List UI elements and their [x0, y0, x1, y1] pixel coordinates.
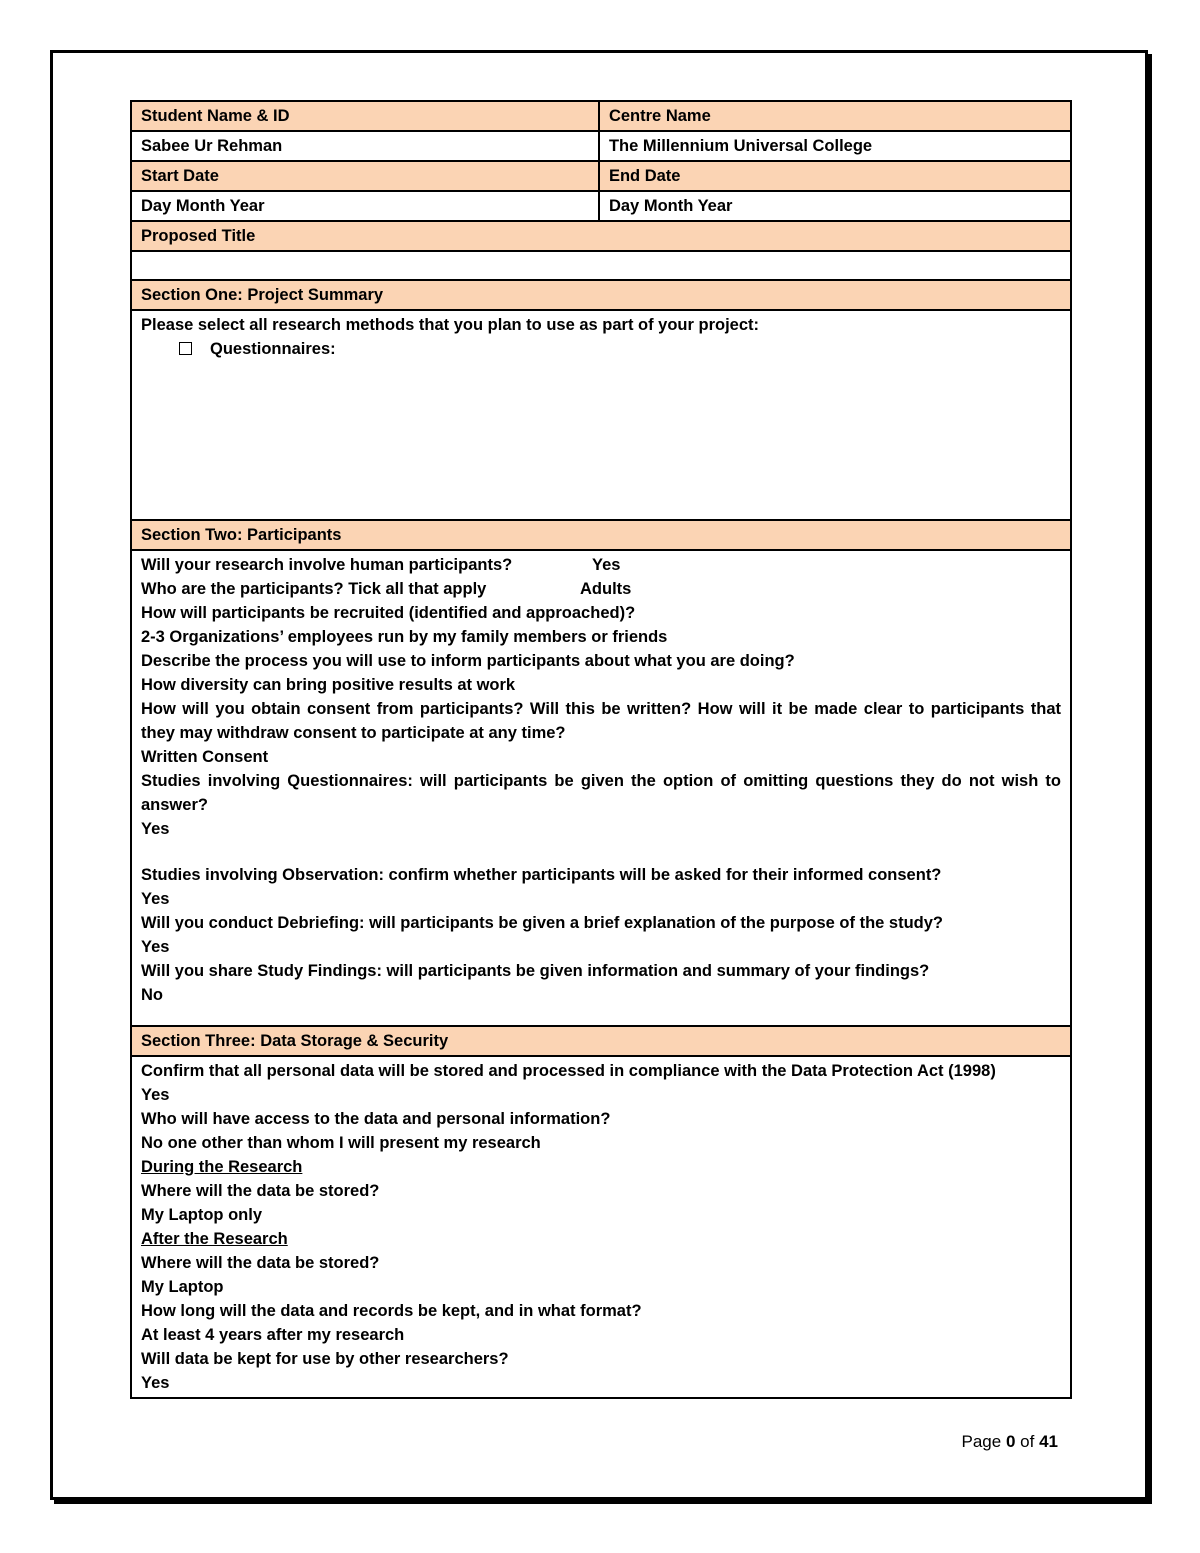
participants-q1 — [141, 553, 1061, 577]
spacer — [141, 841, 1061, 863]
section-one-heading: Section One: Project Summary — [131, 280, 1071, 310]
participants-q4: Describe the process you will use to inform participants about what you are doing? — [141, 652, 795, 670]
storage-a3: My Laptop only — [141, 1206, 262, 1224]
proposed-title-label: Proposed Title — [131, 221, 1071, 251]
participants-q3: How will participants be recruited (identified and approached)? — [141, 604, 636, 622]
research-methods-question: Please select all research methods that you plan to use as part of your project: — [141, 316, 760, 334]
start-date-label: Start Date — [131, 161, 599, 191]
section-three-body — [131, 1056, 1071, 1398]
centre-name-label: Centre Name — [599, 101, 1071, 131]
participants-q6: Studies involving Questionnaires: will participants be given the option of omitting questions they do not wish to answer? — [141, 772, 1061, 814]
page-number — [962, 1432, 1058, 1452]
storage-a5: At least 4 years after my research — [141, 1326, 405, 1344]
participants-a3: 2-3 Organizations’ employees run by my family members or friends — [141, 628, 668, 646]
section-two-body — [131, 550, 1071, 1026]
participants-a5: Written Consent — [141, 748, 269, 766]
participants-q8: Will you conduct Debriefing: will participants be given a brief explanation of the purpose of the study? — [141, 914, 944, 932]
storage-a6: Yes — [141, 1374, 170, 1392]
participants-q5: How will you obtain consent from participants? Will this be written? How will it be made clear to participants that they may withdraw consent to participate at any time? — [141, 700, 1061, 742]
storage-a1: Yes — [141, 1086, 170, 1104]
participants-q2 — [141, 577, 1061, 601]
storage-q2: Who will have access to the data and personal information? — [141, 1110, 611, 1128]
centre-name-value: The Millennium Universal College — [599, 131, 1071, 161]
participants-q1-text: Will your research involve human participants? — [141, 556, 513, 574]
student-name-value: Sabee Ur Rehman — [131, 131, 599, 161]
section-two-heading: Section Two: Participants — [131, 520, 1071, 550]
participants-q2-text: Who are the participants? Tick all that apply — [141, 580, 487, 598]
end-date-label: End Date — [599, 161, 1071, 191]
storage-q3: Where will the data be stored? — [141, 1182, 380, 1200]
questionnaires-option-label: Questionnaires: — [210, 340, 336, 358]
participants-a7: Yes — [141, 890, 170, 908]
after-research-heading: After the Research — [141, 1230, 288, 1248]
page-word: Page — [961, 1432, 1002, 1451]
storage-a2: No one other than whom I will present my research — [141, 1134, 541, 1152]
start-date-value: Day Month Year — [131, 191, 599, 221]
storage-q5: How long will the data and records be kept, and in what format? — [141, 1302, 642, 1320]
of-word: of — [1020, 1432, 1035, 1451]
participants-a6: Yes — [141, 820, 170, 838]
participants-a4: How diversity can bring positive results at work — [141, 676, 516, 694]
questionnaires-option — [141, 337, 1061, 361]
storage-a4: My Laptop — [141, 1278, 224, 1296]
during-research-heading: During the Research — [141, 1158, 303, 1176]
research-ethics-form — [130, 100, 1072, 1399]
storage-q1: Confirm that all personal data will be stored and processed in compliance with the Data Protection Act (1998) — [141, 1062, 996, 1080]
section-three-heading: Section Three: Data Storage & Security — [131, 1026, 1071, 1056]
page-current: 0 — [1005, 1432, 1016, 1451]
participants-a2: Adults — [580, 580, 632, 598]
questionnaires-checkbox[interactable] — [179, 342, 192, 355]
end-date-value: Day Month Year — [599, 191, 1071, 221]
participants-q7: Studies involving Observation: confirm whether participants will be asked for their informed consent? — [141, 866, 942, 884]
participants-a9: No — [141, 986, 163, 1004]
proposed-title-value — [131, 251, 1071, 280]
page-total: 41 — [1039, 1432, 1058, 1451]
student-name-label: Student Name & ID — [131, 101, 599, 131]
participants-a8: Yes — [141, 938, 170, 956]
section-one-body — [131, 310, 1071, 520]
storage-q4: Where will the data be stored? — [141, 1254, 380, 1272]
storage-q6: Will data be kept for use by other researchers? — [141, 1350, 509, 1368]
participants-q9: Will you share Study Findings: will participants be given information and summary of your findings? — [141, 962, 930, 980]
participants-a1: Yes — [592, 556, 621, 574]
